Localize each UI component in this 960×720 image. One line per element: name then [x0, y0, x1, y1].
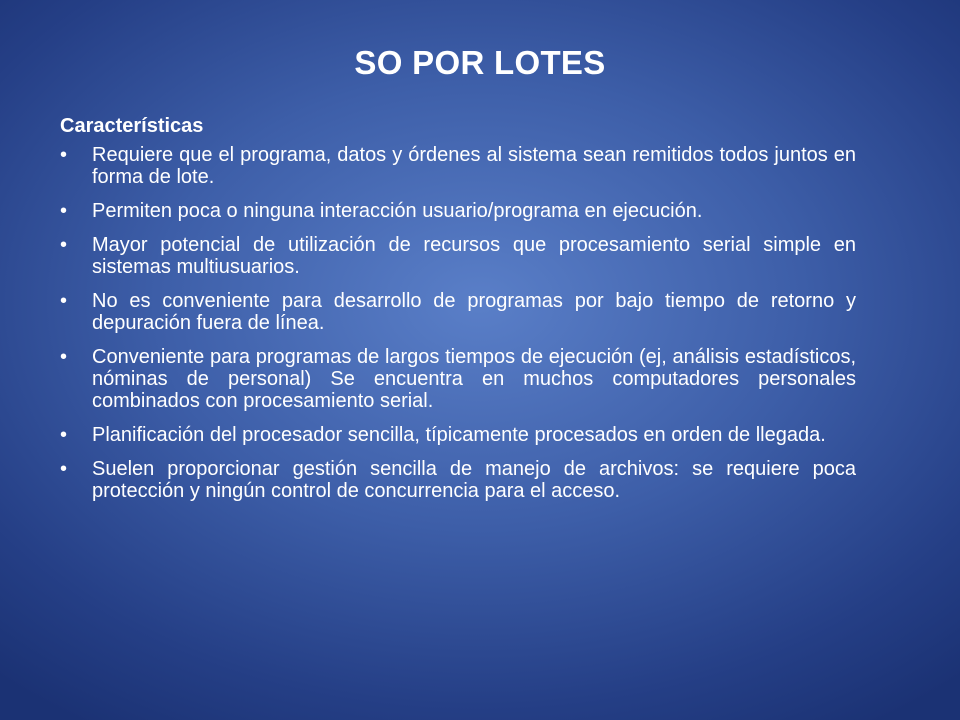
bullet-icon: •: [60, 144, 68, 166]
bullet-icon: •: [60, 234, 68, 256]
bullet-text: No es conveniente para desarrollo de programas por bajo tiempo de retorno y depuración fuera de línea.: [92, 290, 856, 334]
slide-title: SO POR LOTES: [354, 44, 606, 81]
bullet-icon: •: [60, 424, 68, 446]
bullet-item: [60, 458, 856, 502]
bullet-item: [60, 424, 856, 446]
bullet-item: [60, 144, 856, 188]
bullet-icon: •: [60, 458, 68, 480]
slide-subtitle: Características: [60, 115, 204, 137]
bullet-text: Requiere que el programa, datos y órdenes al sistema sean remitidos todos juntos en forma de lote.: [92, 144, 856, 188]
bullet-text: Permiten poca o ninguna interacción usuario/programa en ejecución.: [92, 200, 703, 222]
bullet-item: [60, 200, 856, 222]
bullet-icon: •: [60, 346, 68, 368]
bullet-text: Conveniente para programas de largos tiempos de ejecución (ej, análisis estadísticos, nóminas de personal) Se encuentra en muchos computadores personales combinados con procesamiento serial.: [92, 346, 856, 412]
bullet-item: [60, 346, 856, 412]
bullet-list: [60, 144, 856, 514]
bullet-text: Mayor potencial de utilización de recursos que procesamiento serial simple en sistemas multiusuarios.: [92, 234, 856, 278]
bullet-text: Suelen proporcionar gestión sencilla de manejo de archivos: se requiere poca protección y ningún control de concurrencia para el acceso.: [92, 458, 856, 502]
bullet-icon: •: [60, 200, 68, 222]
bullet-icon: •: [60, 290, 68, 312]
bullet-item: [60, 234, 856, 278]
bullet-item: [60, 290, 856, 334]
bullet-text: Planificación del procesador sencilla, típicamente procesados en orden de llegada.: [92, 424, 826, 446]
